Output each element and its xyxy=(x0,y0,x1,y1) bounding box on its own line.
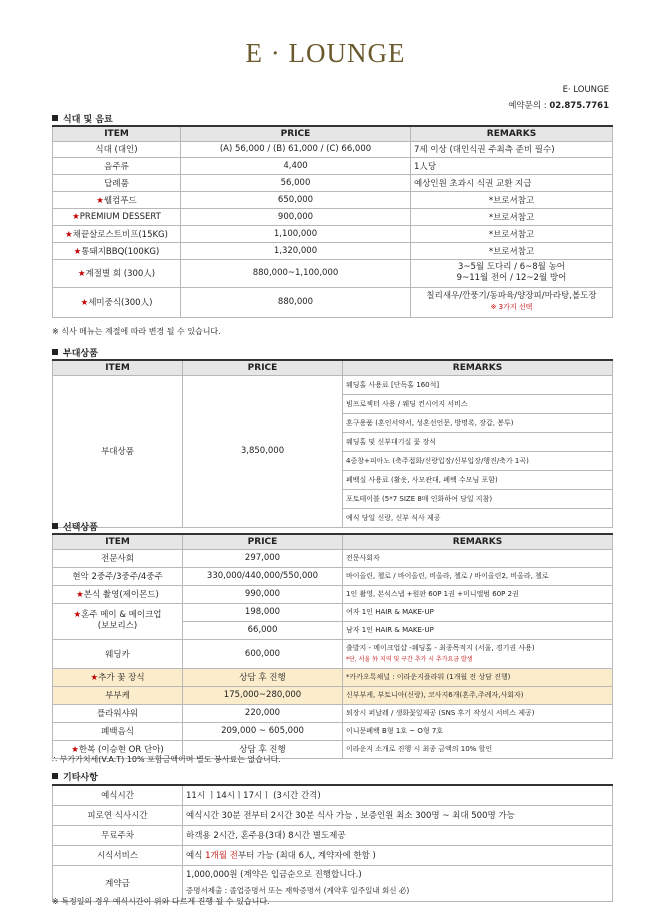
table-row: ★추가 꽃 장식 상담 후 진행 *카카오톡채널 : 이라운지플라워 (1개월 전 상담 진행) xyxy=(53,668,613,686)
phone-label: 예약문의 : xyxy=(508,101,550,111)
section-options-title: 선택상품 xyxy=(52,520,98,533)
col-item: ITEM xyxy=(53,126,181,141)
table-row: 부대상품 3,850,000 웨딩홀 사용료 [단독홀 160석] xyxy=(53,375,613,394)
table-row: ★계절별 회 (300人) 880,000~1,100,000 3~5월 도다리 / 6~8월 농어 9~11월 전어 / 12~2월 방어 xyxy=(53,259,613,287)
extra-table: ITEM PRICE REMARKS 부대상품 3,850,000 웨딩홀 사용료 [단독홀 160석] 빔프로젝터 사용 / 웨딩 컨시어지 서비스 혼구용품 (혼인서약서, 성혼선언문, 방명록, 장갑, 봉투) 웨딩홀 및 신부대기실 꽃 장식 4중창+피아노 (축주접화/신랑입장/신부입장/행진/축가 1곡) 폐백실 사용료 (활옷, 사모관대, 폐백 수모님 포함) 포토테이블 (5*7 SIZE 8매 인화하여 당일 지참) 예식 당일 신랑, 신부 식사 제공 xyxy=(52,359,613,528)
star-icon: ★ xyxy=(65,229,73,240)
table-row: 웨딩홀 및 신부대기실 꽃 장식 xyxy=(53,432,613,451)
table-row: 폐백실 사용료 (활옷, 사모관대, 폐백 수모님 포함) xyxy=(53,470,613,489)
table-row: 4중창+피아노 (축주접화/신랑입장/신부입장/행진/축가 1곡) xyxy=(53,451,613,470)
table-row: 음주류 4,400 1人당 xyxy=(53,157,613,174)
phone-line xyxy=(508,98,609,114)
table-row: 포토테이블 (5*7 SIZE 8매 인화하여 당일 지참) xyxy=(53,489,613,508)
star-icon: ★ xyxy=(73,246,82,257)
options-table: ITEM PRICE REMARKS 전문사회 297,000 전문사회자 현악 2중주/3중주/4중주 330,000/440,000/550,000 바이올린, 첼로 / 바이올린, 비올라, 첼로 / 바이올린2, 비올라, 첼로 ★본식 촬영(제이몬드) 990,000 1인 촬영, 본식스냅 +원판 60P 1권 +미니앨범 60P 2권 ★혼주 메이 & 메이크업 (보보리스) 198,000 여자 1인 HAIR & MAKE-UP 66,000 남자 1인 HAIR & MAKE-UP 웨딩카 600,000 출발지 - 메이크업샵 -웨딩홀 - 최종목적지 (서울, 경기권 사용) *단, 서울 外 지역 및 구간 추가 시 추가요금 발생 ★추가 꽃 장식 상담 후 진행 *카카오톡채널 : 이라운지플라워 (1개월 전 상담 진행) 부부케 175,000~280,000 신부부케, 부토니아(신랑), 코사지6개(혼주,주례자,사회자) 플라워샤워 220,000 퇴장시 퍼날레 / 생화꽃잎제공 (SNS 후기 작성시 서비스 제공) 폐백음식 209,000 ~ 605,000 이니문폐백 B형 1호 ~ O형 7호 ★한복 (이승현 OR 단아) 상담 후 진행 이라운지 소개로 진행 시 최종 금액의 10% 할인 xyxy=(52,533,613,759)
star-icon: ★ xyxy=(90,673,99,683)
table-row: 웨딩카 600,000 출발지 - 메이크업샵 -웨딩홀 - 최종목적지 (서울, 경기권 사용) *단, 서울 外 지역 및 구간 추가 시 추가요금 발생 xyxy=(53,639,613,668)
table-row: 피로연 식사시간 예식시간 30분 전부터 2시간 30분 식사 가능 , 보증인원 최소 300명 ~ 최대 500명 가능 xyxy=(53,805,613,825)
food-table xyxy=(52,125,613,318)
star-icon: ★ xyxy=(77,269,86,279)
table-row: ★통돼지BBQ(100KG) 1,320,000 *브로셔참고 xyxy=(53,242,613,259)
star-icon: ★ xyxy=(80,298,89,308)
table-row: ★웰컴푸드 650,000 *브로셔참고 xyxy=(53,191,613,208)
contact-block xyxy=(508,82,609,114)
options-note: ∴ 부가가치세(V.A.T) 10% 포함금액이며 별도 봉사료는 없습니다. xyxy=(52,755,281,764)
star-icon: ★ xyxy=(96,195,104,206)
section-other-title: 기타사항 xyxy=(52,770,98,783)
table-row: 무료주차 하객용 2시간, 혼주용(3대) 8시간 별도제공 xyxy=(53,825,613,845)
table-row: 폐백음식 209,000 ~ 605,000 이니문폐백 B형 1호 ~ O형 7호 xyxy=(53,722,613,740)
table-row: 답례품 56,000 예상인원 초과시 식권 교환 지급 xyxy=(53,174,613,191)
table-row: 전문사회 297,000 전문사회자 xyxy=(53,549,613,567)
table-row: ★PREMIUM DESSERT 900,000 *브로셔참고 xyxy=(53,208,613,225)
other-note: ※ 특정일의 경우 예식시간이 위와 다르게 진행 될 수 있습니다. xyxy=(52,897,270,906)
table-row: ★한복 (이승현 OR 단아) 상담 후 진행 이라운지 소개로 진행 시 최종 금액의 10% 할인 xyxy=(53,740,613,758)
table-row: 혼구용품 (혼인서약서, 성혼선언문, 방명록, 장갑, 봉투) xyxy=(53,413,613,432)
table-row: 빔프로젝터 사용 / 웨딩 컨시어지 서비스 xyxy=(53,394,613,413)
table-row: 예식 당일 신랑, 신부 식사 제공 xyxy=(53,508,613,527)
phone-number: 02.875.7761 xyxy=(549,101,609,111)
food-note: ※ 식사 메뉴는 계절에 따라 변경 될 수 있습니다. xyxy=(52,327,221,336)
table-row: 예식시간 11시 ㅣ14시ㅣ17시ㅣ (3시간 간격) xyxy=(53,785,613,805)
table-row: ★혼주 메이 & 메이크업 (보보리스) 198,000 여자 1인 HAIR & MAKE-UP xyxy=(53,603,613,621)
star-icon: ★ xyxy=(72,211,80,222)
col-price: PRICE xyxy=(181,126,411,141)
table-row: 계약금 1,000,000원 (계약은 입금순으로 진행합니다.) 증명서제출 : 졸업증명서 또는 재학증명서 (계약후 일주일내 회신 必) xyxy=(53,865,613,901)
brand-name: E· LOUNGE xyxy=(562,85,609,95)
star-icon: ★ xyxy=(71,745,79,755)
table-row: 현악 2중주/3중주/4중주 330,000/440,000/550,000 바이올린, 첼로 / 바이올린, 비올라, 첼로 / 바이올린2, 비올라, 첼로 xyxy=(53,567,613,585)
section-extra-title: 부대상품 xyxy=(52,346,98,359)
table-row: 플라워샤워 220,000 퇴장시 퍼날레 / 생화꽃잎제공 (SNS 후기 작성시 서비스 제공) xyxy=(53,704,613,722)
table-row: ★본식 촬영(제이몬드) 990,000 1인 촬영, 본식스냅 +원판 60P 1권 +미니앨범 60P 2권 xyxy=(53,585,613,603)
section-food-title: 식대 및 음료 xyxy=(52,112,113,125)
col-remarks: REMARKS xyxy=(411,126,613,141)
other-table xyxy=(52,784,613,902)
star-icon: ★ xyxy=(76,590,84,600)
table-row: 66,000 남자 1인 HAIR & MAKE-UP xyxy=(53,621,613,639)
table-row: 부부케 175,000~280,000 신부부케, 부토니아(신랑), 코사지6개(혼주,주례자,사회자) xyxy=(53,686,613,704)
table-row: 시식서비스 예식 1개월 전부터 가능 (최대 6人, 계약자에 한함 ) xyxy=(53,845,613,865)
star-icon: ★ xyxy=(73,610,82,620)
table-row: ★채끝살로스트비프(15KG) 1,100,000 *브로셔참고 xyxy=(53,225,613,242)
page-title: E · LOUNGE xyxy=(245,38,406,68)
table-row: ★세미중식(300人) 880,000 칠리새우/깐풍기/동파육/양장피/마라탕,볼도장 ※ 3가지 선택 xyxy=(53,287,613,317)
table-row: 식대 (대인) (A) 56,000 / (B) 61,000 / (C) 66,000 7세 이상 (대인식권 주최측 준비 필수) xyxy=(53,141,613,157)
